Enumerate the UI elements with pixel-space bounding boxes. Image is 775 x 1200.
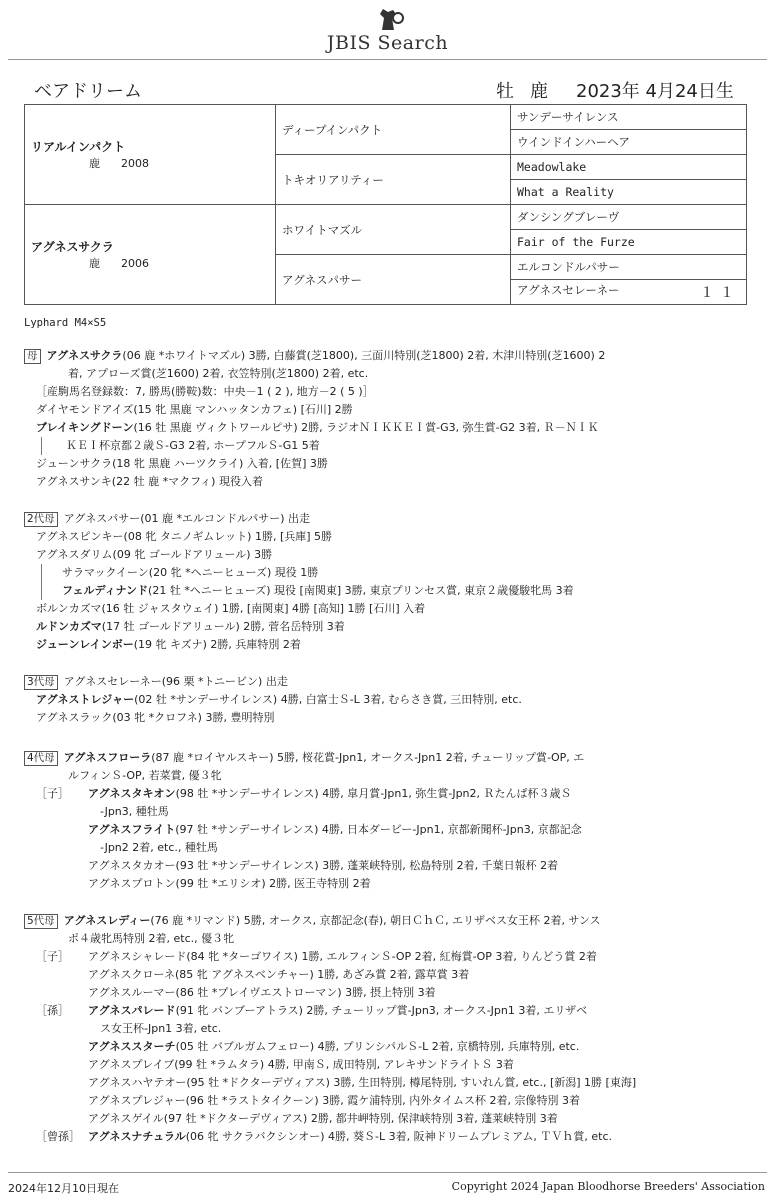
pedigree-sd-s[interactable]: Meadowlake (511, 155, 747, 180)
section-line: -Jpn3, 種牡馬 (100, 805, 169, 818)
line-text: (76 鹿 *リマンド) 5勝, オークス, 京都記念(春), 朝日ＣｈＣ, エリザベス女王杯 2着, サンス (150, 914, 601, 927)
section-line: サラマックイーン(20 牝 *ヘニーヒューズ) 現役 1勝 (41, 564, 744, 582)
generation-tag: 2代母 (24, 512, 58, 527)
header-divider (8, 59, 767, 60)
section-line: 着, アプローズ賞(芝1600) 2着, 衣笠特別(芝1800) 2着, etc. (68, 367, 369, 380)
line-text: (19 牝 キズナ) 2勝, 兵庫特別 2着 (133, 638, 301, 651)
pedigree-dd-d-cell (511, 280, 747, 305)
line-text: アグネスセレーネー(96 栗 *トニービン) 出走 (63, 675, 288, 688)
section-line: アグネスゲイル(97 牡 *ドクターデヴィアス) 2勝, 都井岬特別, 保津峡特別 3着, 蓬莱峡特別 3着 (88, 1112, 558, 1125)
section-line (24, 749, 744, 767)
relation-label: ［孫］ (36, 1004, 69, 1017)
horse-link[interactable]: アグネストレジャー (36, 693, 135, 706)
line-text: (97 牡 *サンデーサイレンス) 4勝, 日本ダービー-Jpn1, 京都新聞杯-Jpn3, 京都記念 (175, 823, 582, 836)
horse-link[interactable]: ブレイキングドーン (36, 421, 134, 434)
generation-tag: 4代母 (24, 751, 58, 766)
dam-name[interactable]: アグネスサクラ (31, 240, 114, 254)
horse-link[interactable]: アグネスレディー (63, 914, 151, 927)
section-line: アグネスハヤテオー(95 牡 *ドクターデヴィアス) 3勝, 生田特別, 樽尾特別, すいれん賞, etc., [新潟] 1勝 [東海] (88, 1076, 637, 1089)
section-line: アグネスダリム(09 牝 ゴールドアリュール) 3勝 (36, 548, 273, 561)
third-dam-section (24, 673, 744, 727)
horse-birthdate: 2023年 4月24日生 (576, 81, 734, 102)
pedigree-ds-d[interactable]: Fair of the Furze (511, 230, 747, 255)
section-line: アグネスラック(03 牝 *クロフネ) 3勝, 豊明特別 (36, 711, 275, 724)
horse-link[interactable]: ジューンレインボー (36, 638, 134, 651)
line-text: (17 牡 ゴールドアリュール) 2勝, 菅名岳特別 3着 (101, 620, 345, 633)
fourth-dam-section (24, 749, 744, 893)
line-text: (05 牡 バブルガムフェロー) 4勝, プリンシパルＳ-L 2着, 京橋特別, 兵庫特別, etc. (175, 1040, 580, 1053)
section-line: ルフィンＳ-OP, 若菜賞, 優３牝 (68, 769, 222, 782)
section-line (24, 821, 744, 839)
horse-sex: 牡 (496, 81, 514, 102)
dam-cell (25, 205, 276, 305)
generation-tag: 母 (24, 349, 41, 364)
section-line (24, 618, 744, 636)
section-line: アグネスルーマー(86 牡 *プレイヴエストローマン) 3勝, 摂上特別 3着 (88, 986, 436, 999)
family-number: １１ (700, 285, 740, 301)
generation-tag: 3代母 (24, 675, 58, 690)
line-text: アグネスシャレード(84 牝 *ターゴワイス) 1勝, エルフィンＳ-OP 2着, 紅梅賞-OP 3着, りんどう賞 2着 (88, 950, 597, 963)
inbreeding-note: Lyphard M4×S5 (24, 317, 107, 329)
line-text: (06 牝 サクラバクシンオー) 4勝, 葵Ｓ-L 3着, 阪神ドリームプレミアム, ＴＶｈ賞, etc. (185, 1130, 613, 1143)
section-line (24, 912, 744, 930)
horse-name: ベアドリーム (34, 81, 142, 102)
horse-title-row (34, 77, 746, 101)
dam-year: 2006 (120, 257, 149, 270)
horse-link[interactable]: アグネススターチ (88, 1040, 176, 1053)
sire-name[interactable]: リアルインパクト (31, 140, 126, 154)
sire-year: 2008 (120, 157, 149, 170)
line-text: (98 牡 *サンデーサイレンス) 4勝, 皐月賞-Jpn1, 弥生賞-Jpn2, Ｒたんぱ杯３歳Ｓ (175, 787, 572, 800)
pedigree-table (24, 104, 747, 305)
dam-section (24, 347, 744, 491)
sire-color: 鹿 (89, 157, 100, 170)
line-text: (06 鹿 *ホワイトマズル) 3勝, 白藤賞(芝1800), 三面川特別(芝1800) 2着, 木津川特別(芝1600) 2 (122, 349, 606, 362)
section-line (24, 347, 744, 365)
pedigree-dd-s[interactable]: エルコンドルパサー (511, 255, 747, 280)
horse-link[interactable]: アグネスフローラ (63, 751, 152, 764)
section-line: アグネスタカオー(93 牡 *サンデーサイレンス) 3勝, 蓬莱峡特別, 松島特別 2着, 千葉日報杯 2着 (88, 859, 559, 872)
pedigree-ds-s[interactable]: ダンシングブレーヴ (511, 205, 747, 230)
section-line: アグネスプレイブ(99 牡 *ラムタラ) 4勝, 甲南Ｓ, 成田特別, アレキサンドライトＳ 3着 (88, 1058, 514, 1071)
dam-dam-cell[interactable]: アグネスパサー (276, 255, 511, 305)
section-line (24, 636, 744, 654)
line-text: (16 牡 黒鹿 ヴィクトワールピサ) 2勝, ラジオＮＩＫＫＥＩ賞-G3, 弥生賞-G2 3着, Ｒ－ＮＩＫ (133, 421, 599, 434)
footer-divider (8, 1172, 767, 1173)
horse-link[interactable]: フェルディナンド (62, 584, 149, 597)
line-text: (02 牡 *サンデーサイレンス) 4勝, 白富士Ｓ-L 3着, むらさき賞, 三田特別, etc. (134, 693, 522, 706)
section-line: -Jpn2 2着, etc., 種牡馬 (100, 841, 218, 854)
horse-color: 鹿 (530, 81, 548, 102)
section-line: ［産駒馬名登録数：7, 勝馬(勝鞍)数：中央－1 ( 2 ), 地方－2 ( 5 )］ (36, 385, 374, 398)
section-line: アグネスピンキー(08 牝 タニノギムレット) 1勝, [兵庫] 5勝 (36, 530, 333, 543)
section-line (24, 785, 744, 803)
logo-text: JBIS Search (326, 32, 449, 54)
horse-link[interactable]: アグネスフライト (88, 823, 176, 836)
section-line (41, 582, 744, 600)
sire-sire-cell[interactable]: ディープインパクト (276, 105, 511, 155)
section-line: ボルンカズマ(16 牡 ジャスタウェイ) 1勝, [南関東] 4勝 [高知] 1勝 [石川] 入着 (36, 602, 426, 615)
section-line: アグネスサンキ(22 牡 鹿 *マクフィ) 現役入着 (36, 475, 263, 488)
section-line (24, 419, 744, 437)
horse-link[interactable]: アグネスナチュラル (88, 1130, 186, 1143)
section-line: ポ４歳牝馬特別 2着, etc., 優３牝 (68, 932, 235, 945)
section-line: ス女王杯-Jpn1 3着, etc. (100, 1022, 222, 1035)
horse-logo-icon (368, 6, 408, 32)
horse-link[interactable]: アグネスパレード (88, 1004, 176, 1017)
generation-tag: 5代母 (24, 914, 58, 929)
relation-label: ［曾孫］ (36, 1130, 80, 1143)
horse-link[interactable]: ルドンカズマ (36, 620, 102, 633)
line-text: ＫＥＩ杯京都２歳Ｓ-G3 2着, ホープフルＳ-G1 5着 (66, 439, 320, 452)
section-line: アグネスプレジャー(96 牡 *ラストタイクーン) 3勝, 霞ケ浦特別, 内外タイムス杯 2着, 宗像特別 3着 (88, 1094, 580, 1107)
pedigree-sd-d[interactable]: What a Reality (511, 180, 747, 205)
section-line (24, 1038, 744, 1056)
dam-color: 鹿 (89, 257, 100, 270)
relation-label: ［子］ (36, 787, 69, 800)
fifth-dam-section (24, 912, 744, 1146)
section-line (24, 1002, 744, 1020)
line-text: (87 鹿 *ロイヤルスキー) 5勝, 桜花賞-Jpn1, オークス-Jpn1 2着, チューリップ賞-OP, エ (151, 751, 585, 764)
line-text: アグネスパサー(01 鹿 *エルコンドルパサー) 出走 (63, 512, 311, 525)
section-line: アグネスプロトン(99 牡 *エリシオ) 2勝, 医王寺特別 2着 (88, 877, 371, 890)
section-line (24, 673, 744, 691)
dam-sire-cell[interactable]: ホワイトマズル (276, 205, 511, 255)
section-line (24, 691, 744, 709)
horse-link[interactable]: アグネスサクラ (46, 349, 123, 362)
section-line (41, 437, 744, 455)
pedigree-dd-d[interactable]: アグネスセレーネー (517, 283, 620, 297)
sire-dam-cell[interactable]: トキオリアリティー (276, 155, 511, 205)
relation-label: ［子］ (36, 950, 69, 963)
section-line (24, 948, 744, 966)
section-line: ダイヤモンドアイズ(15 牝 黒鹿 マンハッタンカフェ) [石川] 2勝 (36, 403, 353, 416)
section-line (24, 1128, 744, 1146)
pedigree-ss-s[interactable]: サンデーサイレンス (511, 105, 747, 130)
copyright: Copyright 2024 Japan Bloodhorse Breeders' Association (451, 1180, 765, 1193)
section-line (24, 510, 744, 528)
second-dam-section (24, 510, 744, 654)
site-logo[interactable] (0, 6, 775, 54)
section-line: アグネスクローネ(85 牝 アグネスベンチャー) 1勝, あざみ賞 2着, 露草賞 3着 (88, 968, 470, 981)
pedigree-ss-d[interactable]: ウインドインハーヘア (511, 130, 747, 155)
as-of-date: 2024年12月10日現在 (8, 1182, 119, 1195)
sire-cell (25, 105, 276, 205)
line-text: (91 牝 バンブーアトラス) 2勝, チューリップ賞-Jpn3, オークス-Jpn1 3着, エリザベ (175, 1004, 588, 1017)
horse-link[interactable]: アグネスタキオン (88, 787, 176, 800)
line-text: (21 牡 *ヘニーヒューズ) 現役 [南関東] 3勝, 東京プリンセス賞, 東京２歳優駿牝馬 3着 (148, 584, 574, 597)
section-line: ジューンサクラ(18 牝 黒鹿 ハーツクライ) 入着, [佐賀] 3勝 (36, 457, 328, 470)
